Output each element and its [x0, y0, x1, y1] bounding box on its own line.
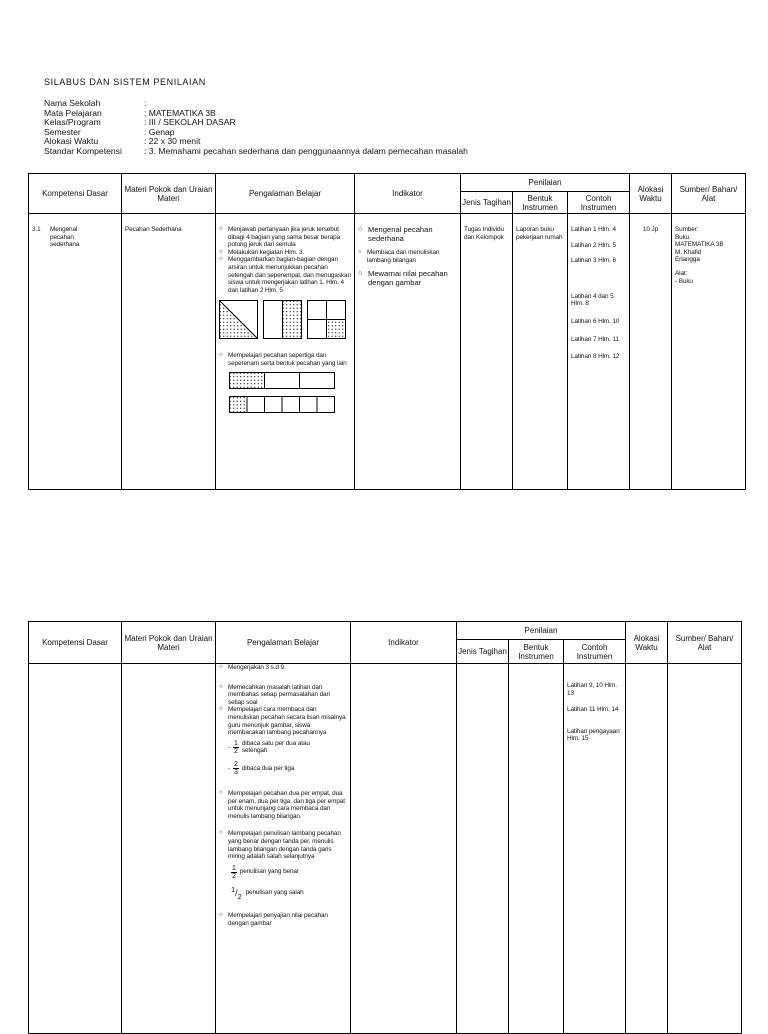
pengalaman-item: ○ Mempelajari penulisan lambang pecahan yang benar dengan tanda per, menulis lambang bilangan dengan tanda garis miring adalah salah selanjutnya [219, 830, 347, 860]
cell-pengalaman [216, 214, 355, 490]
meta-value: : III / SEKOLAH DASAR [144, 117, 236, 128]
cell-sumber [668, 664, 742, 1034]
pengalaman-item: ○ Mempelajari cara membaca dan menuliskan pecahan secara lisan misalnya guru menunjuk gambar, siswa membacakan lambang pecahannya [219, 706, 347, 736]
cell-alokasi [630, 214, 672, 490]
cell-jenis [457, 664, 509, 1034]
contoh-item: Latihan 8 Hlm. 12 [571, 353, 620, 361]
fraction-example: - $\frac{1}{2}$ dibaca satu per dua atau setengah [219, 740, 347, 755]
header-materi: Materi Pokok dan Uraian Materi [122, 174, 216, 214]
indikator-item: ○ Mengenal pecahan sederhana [358, 226, 457, 243]
pengalaman-item: ○ Memecahkan masalah latihan dan membahas setiap permasalahan dari setiap soal [219, 684, 347, 707]
materi-text: Pecahan Sederhana [125, 226, 182, 233]
header-materi: Materi Pokok dan Uraian Materi [122, 622, 216, 664]
contoh-item: Latihan 7 Hlm. 11 [571, 335, 619, 343]
fraction: $\frac{2}{3}$ [234, 760, 238, 776]
contoh-item: Latihan 9, 10 Hlm. 13 [567, 682, 618, 697]
kd-number: 3.1 [32, 226, 41, 233]
sumber-line: - Buku [675, 277, 693, 285]
pengalaman-item: ○ Melakukan kegiatan Hlm. 3. [219, 249, 351, 257]
sumber-line: MATEMATIKA 3B [675, 241, 724, 249]
meta-label: Standar Kompetensi [44, 145, 122, 156]
fraction-reading: penulisan yang benar [239, 868, 299, 876]
header-indikator: Indikator [355, 174, 461, 214]
fraction: $\frac{1}{2}$ [234, 739, 238, 755]
header-alokasi: Alokasi Waktu [630, 174, 672, 214]
meta-value: : 22 x 30 menit [144, 136, 201, 147]
pengalaman-item: ○ Mempelajari penyajian nilai pecahan dengan gambar [219, 912, 347, 927]
sumber-line: Buku [675, 233, 690, 241]
meta-value: : [144, 98, 147, 108]
cell-materi [122, 664, 216, 1034]
meta-label: Kelas/Program [44, 117, 101, 128]
meta-row [44, 128, 468, 138]
header-indikator: Indikator [351, 622, 457, 664]
header-jenis: Jenis Tagihan [461, 192, 513, 214]
fraction-reading: dibaca satu per dua atau setengah [241, 739, 310, 755]
cell-bentuk [513, 214, 568, 490]
header-bentuk: Bentuk Instrumen [513, 192, 568, 214]
cell-materi [122, 214, 216, 490]
contoh-item: Latihan 6 Hlm. 10 [571, 317, 620, 325]
header-penilaian: Penilaian [457, 622, 626, 640]
cell-kompetensi [29, 214, 122, 490]
contoh-item: Latihan 3 Hlm. 6 [571, 257, 616, 265]
fraction-example: - $\frac{2}{3}$ dibaca dua per tiga [228, 760, 295, 776]
slash-fraction: $^1/_2$ [231, 884, 242, 901]
meta-row [44, 118, 468, 128]
meta-row [44, 147, 468, 157]
kd-text: Mengenal pecahan sederhana [50, 226, 80, 249]
contoh-item: Latihan 2 Hlm. 5 [571, 241, 616, 249]
cell-jenis [461, 214, 513, 490]
meta-row [44, 109, 468, 119]
sumber-line: Alat: [675, 269, 688, 277]
header-kompetensi: Kompetensi Dasar [29, 622, 122, 664]
header-contoh: Contoh Instrumen [564, 640, 626, 664]
header-jenis: Jenis Tagihan [457, 640, 509, 664]
header-penilaian: Penilaian [461, 174, 630, 192]
meta-value: : Genap [144, 126, 175, 137]
cell-indikator [351, 664, 457, 1034]
fraction-bars-diagram [229, 372, 349, 416]
cell-kompetensi [29, 664, 122, 1034]
sumber-line: Erlangga [675, 256, 700, 264]
sumber-line: Sumber: [675, 226, 699, 233]
fraction-shapes-diagram [219, 300, 351, 346]
cell-alokasi [626, 664, 668, 1034]
indikator-item: ○ Mewarnai nilai pecahan dengan gambar [358, 270, 457, 287]
pengalaman-item: ○ Mengerjakan 3 s.d 9, [219, 664, 347, 672]
document-meta [44, 99, 468, 157]
fraction-reading: penulisan yang salah [245, 889, 304, 897]
meta-row [44, 99, 468, 109]
pengalaman-item: ○ Mempelajari pecahan sepertiga dan seperenam serta bentuk pecahan yang lain [219, 352, 351, 367]
header-alokasi: Alokasi Waktu [626, 622, 668, 664]
jenis-text: Tugas Individu dan Kelompok [464, 226, 504, 241]
bentuk-text: Laporan buku pekerjaan rumah [516, 226, 563, 241]
fraction: $\frac{1}{2}$ [232, 864, 236, 880]
header-kompetensi: Kompetensi Dasar [29, 174, 122, 214]
document-title: SILABUS DAN SISTEM PENILAIAN [44, 77, 206, 87]
meta-value: : MATEMATIKA 3B [144, 107, 216, 118]
fraction-example [219, 886, 347, 900]
pengalaman-item: ○ Menjawab pertanyaan jika jeruk tersebut dibagi 4 bagian yang sama besar berapa potong jeruk dari semula [219, 226, 351, 249]
contoh-item: Latihan 11 Hlm. 14 [567, 706, 619, 714]
header-contoh: Contoh Instrumen [568, 192, 630, 214]
fraction-example [219, 865, 347, 880]
cell-contoh [564, 664, 626, 1034]
header-pengalaman: Pengalaman Belajar [216, 174, 355, 214]
header-bentuk: Bentuk Instrumen [509, 640, 564, 664]
cell-indikator [355, 214, 461, 490]
meta-label: Semester [44, 126, 81, 137]
header-sumber: Sumber/ Bahan/ Alat [668, 622, 742, 664]
cell-bentuk [509, 664, 564, 1034]
cell-pengalaman [216, 664, 351, 1034]
sumber-line: M. Khafid [675, 248, 702, 256]
meta-label: Nama Sekolah [44, 98, 101, 108]
contoh-item: Latihan 4 dan 5 Hlm. 8 [571, 292, 614, 308]
syllabus-table-2 [28, 621, 742, 1034]
meta-value: : 3. Memahami pecahan sederhana dan penggunaannya dalam pemecahan masalah [144, 145, 468, 156]
syllabus-table-1 [28, 173, 746, 490]
fraction-reading: dibaca dua per tiga [241, 764, 295, 772]
header-sumber: Sumber/ Bahan/ Alat [672, 174, 746, 214]
meta-label: Mata Pelajaran [44, 107, 102, 118]
alokasi-text: 10 Jp [642, 226, 659, 233]
cell-contoh [568, 214, 630, 490]
contoh-item: Latihan 1 Hlm. 4 [571, 226, 616, 233]
pengalaman-item: ○ Menggambarkan bagian-bagian dengan arsiran untuk menunjukkan pecahan setengah dan seperempat, dan menugaskan siswa untuk mengerjakan latihan 1. Hlm. 4 dan latihan 2 Hlm. 5 [219, 256, 351, 294]
cell-sumber [672, 214, 746, 490]
indikator-item: ○ Membaca dan menuliskan lambang bilangan [358, 249, 457, 264]
meta-label: Alokasi Waktu [44, 136, 99, 147]
header-pengalaman: Pengalaman Belajar [216, 622, 351, 664]
contoh-item: Latihan pengayaan Hlm. 15 [567, 727, 620, 743]
pengalaman-item: ○ Mempelajari pecahan dua per empat, dua per enam, dua per tiga, dan tiga per empat untuk menunjang cara membaca dan menulis lambang bilangan. [219, 790, 347, 820]
